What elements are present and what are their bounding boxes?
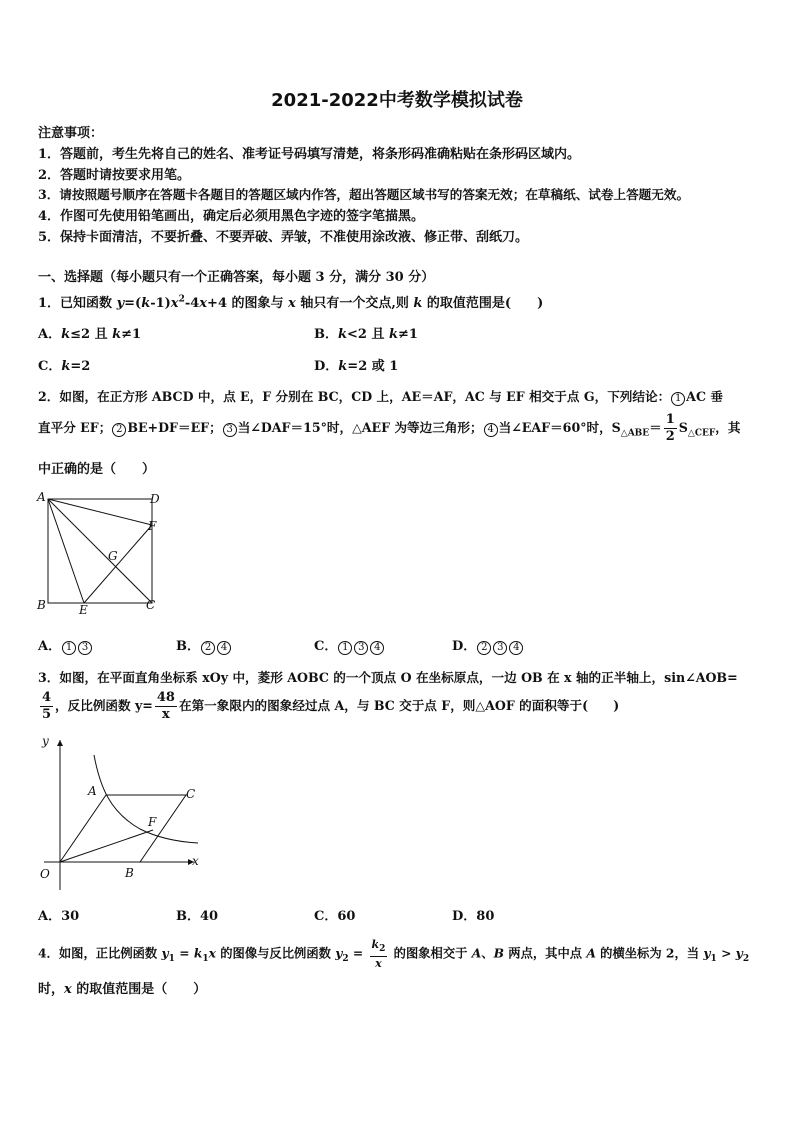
fraction-48-over-x: $\frac{48}{x}$ xyxy=(156,690,175,722)
page-title: 2021-2022中考数学模拟试卷 xyxy=(271,90,523,111)
rhombus-aobc xyxy=(60,795,186,862)
label-o: O xyxy=(40,867,50,881)
line-ac xyxy=(48,499,152,603)
question-2-line-3: 中正确的是（ ） xyxy=(38,462,156,477)
line-of xyxy=(60,830,153,862)
question-4-line-1: 4．如图，正比例函数 $y_1 = k_1x$ 的图像与反比例函数 $y_2$ = $\frac{k_2}{x}$ 的图象相交于 A、B 两点，其中点 A 的横坐标为 2，当 $y_1 > y_2$ xyxy=(38,938,750,971)
notes-heading: 注意事项： xyxy=(38,126,104,141)
q1-option-d[interactable]: D．k=2 或 1 xyxy=(314,359,399,374)
q2-option-c[interactable]: C． 1 3 4 xyxy=(314,635,385,655)
line-af xyxy=(48,499,152,525)
label-a: A xyxy=(37,490,46,504)
q3-option-d[interactable]: D．80 xyxy=(452,909,495,924)
note-item-5: 5．保持卡面清洁，不要折叠、不要弄破、弄皱，不准使用涂改液、修正带、刮纸刀。 xyxy=(38,230,529,245)
square-figure xyxy=(34,488,164,614)
question-1: 1．已知函数 $y=(k-1)x^2-4x+4$ 的图象与 x 轴只有一个交点,则 k 的取值范围是( ) xyxy=(38,294,544,311)
rhombus-figure xyxy=(34,732,206,892)
question-2-line-1: 2．如图，在正方形 ABCD 中，点 E，F 分别在 BC，CD 上，AE＝AF，AC 与 EF 相交于点 G，下列结论： 1 AC 垂 xyxy=(38,389,723,404)
label-e: E xyxy=(79,603,88,614)
q1-option-b[interactable]: B．k<2 且 k≠1 xyxy=(314,327,418,342)
label-b: B xyxy=(37,598,46,612)
q2-option-a[interactable]: A． 1 3 xyxy=(38,635,93,655)
q2-option-d[interactable]: D． 2 3 4 xyxy=(452,635,524,655)
fraction-k2-over-x: $\frac{k_2}{x}$ xyxy=(371,938,386,971)
fraction-one-half: $\frac{1}{2}$ xyxy=(665,412,675,444)
note-item-1: 1．答题前，考生先将自己的姓名、准考证号码填写清楚，将条形码准确粘贴在条形码区域内。 xyxy=(38,147,581,162)
section-heading: 一、选择题（每小题只有一个正确答案，每小题 3 分，满分 30 分） xyxy=(38,270,435,285)
q3-option-b[interactable]: B．40 xyxy=(176,909,219,924)
label-c: C xyxy=(146,598,156,612)
label-g: G xyxy=(108,549,118,563)
line-ae xyxy=(48,499,84,603)
note-item-4: 4．作图可先使用铅笔画出，确定后必须用黑色字迹的签字笔描黑。 xyxy=(38,209,425,224)
q3-option-c[interactable]: C．60 xyxy=(314,909,356,924)
label-a: A xyxy=(88,784,97,798)
label-c: C xyxy=(186,787,196,801)
fraction-four-fifths: $\frac{4}{5}$ xyxy=(42,690,52,722)
question-3-line-1: 3．如图，在平面直角坐标系 xOy 中，菱形 AOBC 的一个顶点 O 在坐标原点，一边 OB 在 x 轴的正半轴上，sin∠AOB= xyxy=(38,670,738,685)
q1-option-a[interactable]: A．k≤2 且 k≠1 xyxy=(38,327,142,342)
label-x: x xyxy=(192,854,199,868)
label-d: D xyxy=(150,492,160,506)
q2-option-b[interactable]: B． 2 4 xyxy=(176,635,232,655)
q1-option-c[interactable]: C．k=2 xyxy=(38,359,91,374)
question-4-line-2: 时，x 的取值范围是（ ） xyxy=(38,982,207,997)
label-b: B xyxy=(125,866,134,880)
note-item-2: 2．答题时请按要求用笔。 xyxy=(38,168,191,183)
line-ef xyxy=(84,525,152,603)
hyperbola-curve xyxy=(94,755,198,843)
label-y: y xyxy=(42,734,49,748)
label-f: F xyxy=(148,815,157,829)
question-2-line-2: 直平分 EF； 2 BE+DF＝EF； 3 当∠DAF＝15°时，△AEF 为等边三角形； 4 当∠EAF＝60°时，$S_{\triangle ABE}=$ $\frac{1}{2}$ $S_{\triangle CEF}$，其 xyxy=(38,412,741,444)
question-3-line-2: $\frac{4}{5}$ ，反比例函数 y= $\frac{48}{x}$ 在第一象限内的图象经过点 A，与 BC 交于点 F，则△AOF 的面积等于( ) xyxy=(42,690,620,722)
note-item-3: 3．请按照题号顺序在答题卡各题目的答题区域内作答，超出答题区域书写的答案无效；在草稿纸、试卷上答题无效。 xyxy=(38,187,690,202)
label-f: F xyxy=(148,519,157,533)
q3-option-a[interactable]: A．30 xyxy=(38,909,80,924)
